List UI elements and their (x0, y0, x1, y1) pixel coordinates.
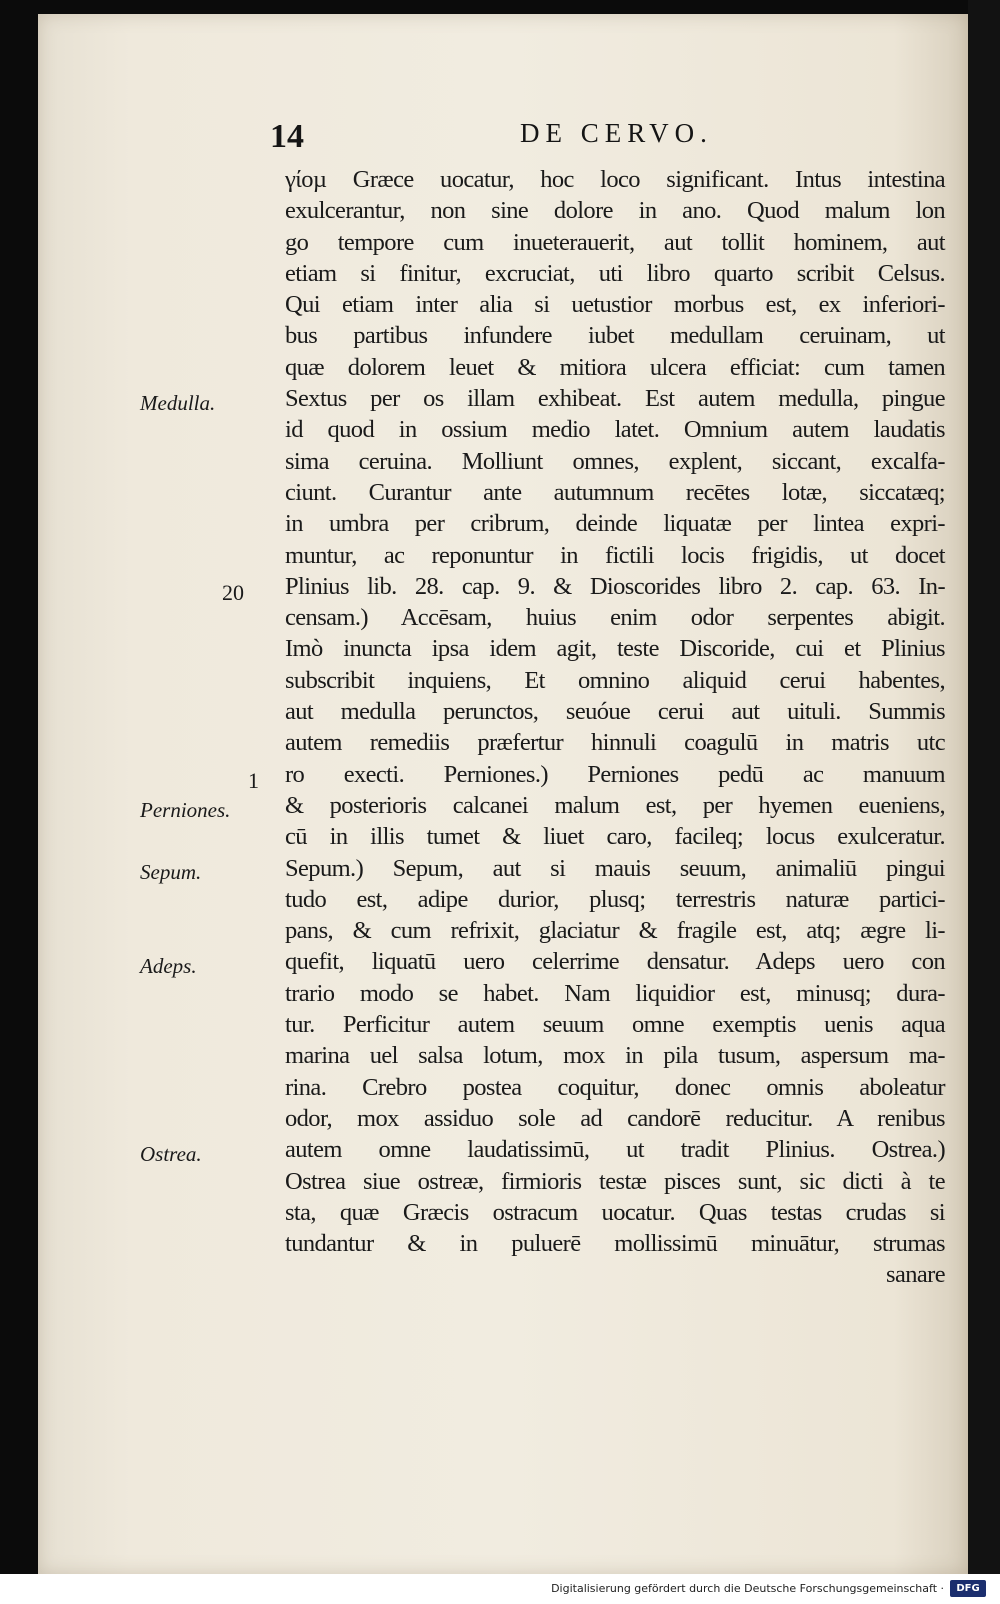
text-line: Sextus per os illam exhibeat. Est autem medulla, pingue (285, 385, 945, 413)
margin-note-adeps: Adeps. (140, 954, 197, 978)
text-line: tudo est, adipe durior, plusq; terrestris naturæ partici- (285, 885, 945, 913)
scan-border-right (968, 0, 1000, 1574)
text-line: tundantur & in puluerē mollissimū minuātur, strumas (285, 1230, 945, 1258)
text-line: Sepum.) Sepum, aut si mauis seuum, animaliū pingui (285, 854, 945, 882)
text-line: bus partibus infundere iubet medullam ceruinam, ut (285, 322, 945, 350)
text-line: & posterioris calcanei malum est, per hyemen eueniens, (285, 791, 945, 819)
footer-bar (0, 1574, 1000, 1604)
text-line: aut medulla perunctos, seuóue cerui aut uituli. Summis (285, 698, 945, 726)
margin-note-ostrea: Ostrea. (140, 1142, 202, 1166)
text-line: autem omne laudatissimū, ut tradit Plinius. Ostrea.) (285, 1136, 945, 1164)
line-number-1: 1 (248, 768, 259, 793)
text-line: cū in illis tumet & liuet caro, facileq; locus exulceratur. (285, 823, 945, 851)
running-title: DE CERVO. (520, 118, 713, 148)
margin-note-perniones: Perniones. (140, 798, 231, 822)
text-line: tur. Perficitur autem seuum omne exemptis uenis aqua (285, 1011, 945, 1039)
margin-note-medulla: Medulla. (140, 391, 216, 415)
text-line: Qui etiam inter alia si uetustior morbus est, ex inferiori- (285, 291, 945, 319)
text-line: autem remediis præfertur hinnuli coagulū in matris utc (285, 729, 945, 757)
text-line: quefit, liquatū uero celerrime densatur. Adeps uero con (285, 948, 945, 976)
footer-credit: Digitalisierung gefördert durch die Deutsche Forschungsgemeinschaft · (551, 1582, 944, 1595)
text-line: ciunt. Curantur ante autumnum recētes lotæ, siccatæq; (285, 478, 945, 506)
catchword: sanare (886, 1261, 945, 1289)
text-line: subscribit inquiens, Et omnino aliquid cerui habentes, (285, 666, 945, 694)
text-line: quæ dolorem leuet & mitiora ulcera efficiat: cum tamen (285, 353, 945, 381)
text-line: ro execti. Perniones.) Perniones pedū ac manuum (285, 760, 945, 788)
text-line: Ostrea siue ostreæ, firmioris testæ pisces sunt, sic dicti à te (285, 1167, 945, 1195)
text-line: in umbra per cribrum, deinde liquatæ per lintea expri- (285, 510, 945, 538)
dfg-logo[interactable]: DFG (950, 1580, 986, 1597)
page-number: 14 (270, 118, 304, 155)
text-line: exulcerantur, non sine dolore in ano. Quod malum lon (285, 197, 945, 225)
text-line: γίοµ Græce uocatur, hoc loco significant. Intus intestina (285, 166, 945, 193)
text-line: trario modo se habet. Nam liquidior est, minusq; dura- (285, 979, 945, 1007)
text-line: Imò inuncta ipsa idem agit, teste Discoride, cui et Plinius (285, 635, 945, 663)
text-line: odor, mox assiduo sole ad candorē reducitur. A renibus (285, 1104, 945, 1132)
text-line: sta, quæ Græcis ostracum uocatur. Quas testas crudas si (285, 1198, 945, 1226)
text-line: go tempore cum inueterauerit, aut tollit hominem, aut (285, 228, 945, 256)
margin-note-sepum: Sepum. (140, 860, 202, 884)
line-number-20: 20 (222, 580, 244, 605)
text-line: pans, & cum refrixit, glaciatur & fragile est, atq; ægre li- (285, 917, 945, 945)
text-line: id quod in ossium medio latet. Omnium autem laudatis (285, 416, 945, 444)
text-line: censam.) Accēsam, huius enim odor serpentes abigit. (285, 604, 945, 632)
text-line: marina uel salsa lotum, mox in pila tusum, aspersum ma- (285, 1042, 945, 1070)
text-line: rina. Crebro postea coquitur, donec omnis aboleatur (285, 1073, 945, 1101)
body-text (285, 164, 945, 1291)
text-line: etiam si finitur, excruciat, uti libro quarto scribit Celsus. (285, 259, 945, 287)
text-line: sima ceruina. Molliunt omnes, explent, siccant, excalfa- (285, 447, 945, 475)
text-line: Plinius lib. 28. cap. 9. & Dioscorides libro 2. cap. 63. In- (285, 572, 945, 600)
margin-column (0, 0, 285, 1604)
text-line: muntur, ac reponuntur in fictili locis frigidis, ut docet (285, 541, 945, 569)
